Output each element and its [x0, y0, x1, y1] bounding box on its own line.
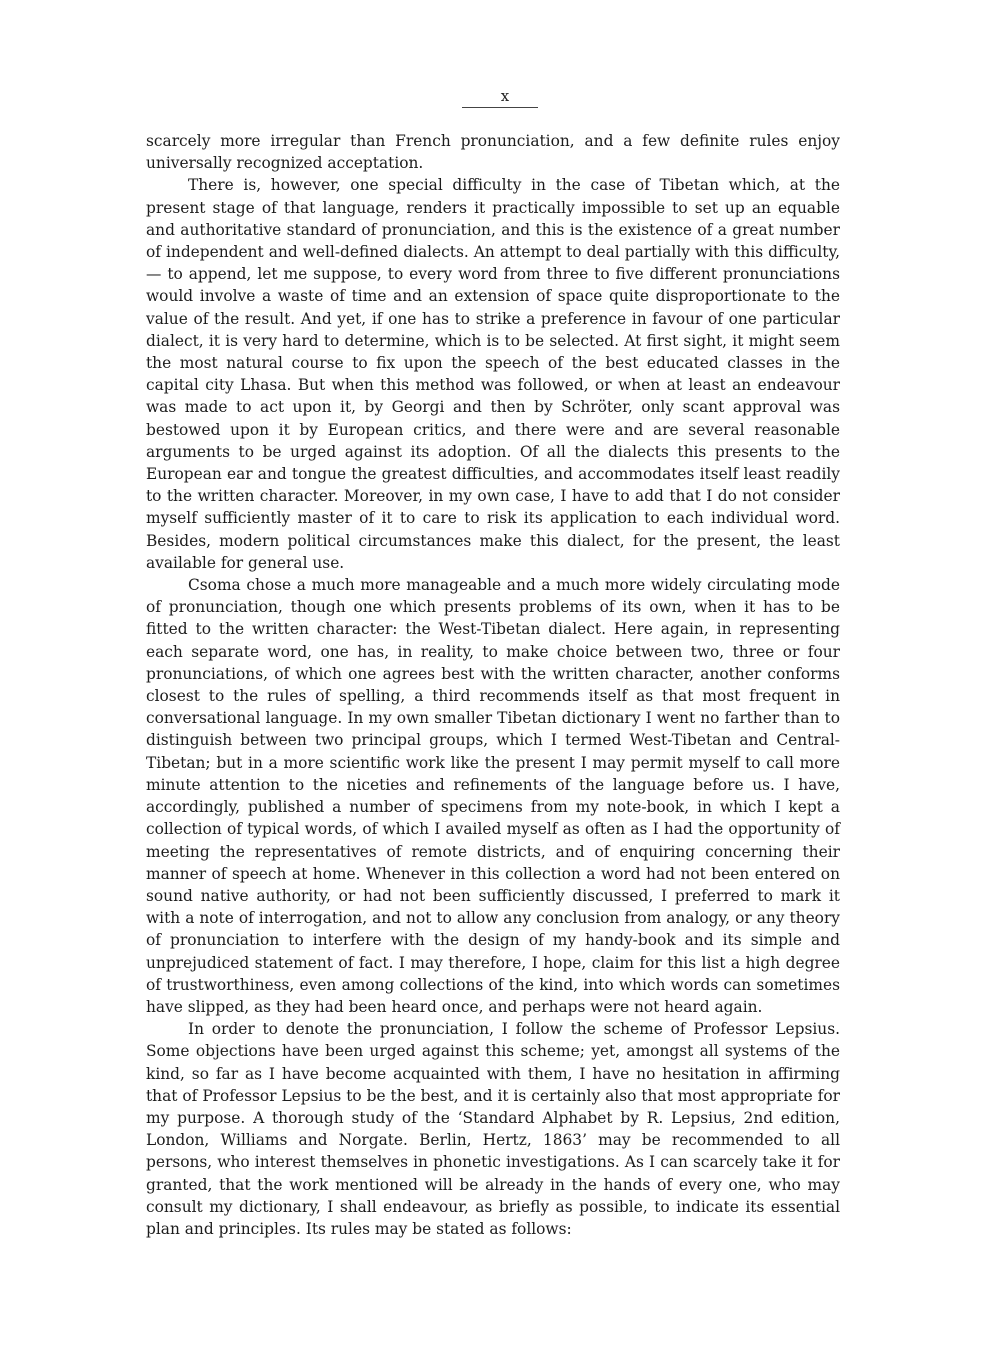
header-rule	[462, 107, 538, 108]
page-number: x	[500, 87, 510, 105]
paragraph: scarcely more irregular than French pronunciation, and a few definite rules enjoy universally recognized acceptation.	[146, 132, 840, 173]
paragraph: Csoma chose a much more manageable and a much more widely circulating mode of pronunciation, though one which presents problems of its own, when it has to be fitted to the written character: the West-Tibetan dialect. Here again, in representing each separate word, one has, in reality, to make choice between two, three or four pronunciations, of which one agrees best with the written character, another conforms closest to the rules of spelling, a third recommends itself as that most frequent in conversational language. In my own smaller Tibetan dictionary I went no farther than to distinguish between two principal groups, which I termed West-Tibetan and Central-Tibetan; but in a more scientific work like the present I may permit myself to call more minute attention to the niceties and refinements of the language before us. I have, accordingly, published a number of specimens from my note-book, in which I kept a collection of typical words, of which I availed myself as often as I had the opportunity of meeting the representatives of remote districts, and of enquiring concerning their manner of speech at home. Whenever in this collection a word had not been entered on sound native authority, or had not been sufficiently discussed, I preferred to mark it with a note of interrogation, and not to allow any conclusion from analogy, or any theory of pronunciation to interfere with the design of my handy-book and its simple and unprejudiced statement of fact. I may therefore, I hope, claim for this list a high degree of trustworthiness, even among collections of the kind, into which words can sometimes have slipped, as they had been heard once, and perhaps were not heard again.	[146, 576, 840, 1016]
paragraph: There is, however, one special difficulty in the case of Tibetan which, at the present stage of that language, renders it practically impossible to set up an equable and authoritative standard of pronunciation, and this is the existence of a great number of independent and well-defined dialects. An attempt to deal partially with this difficulty, — to append, let me suppose, to every word from three to five different pronunciations would involve a waste of time and an extension of space quite disproportionate to the value of the result. And yet, if one has to strike a preference in favour of one particular dialect, it is very hard to determine, which is to be selected. At first sight, it might seem the most natural course to fix upon the speech of the best educated classes in the capital city Lhasa. But when this method was followed, or when at least an endeavour was made to act upon it, by Georgi and then by Schröter, only scant approval was bestowed upon it by European critics, and there were and are several reasonable arguments to be urged against its adoption. Of all the dialects this presents to the European ear and tongue the greatest difficulties, and accommodates itself least readily to the written character. Moreover, in my own case, I have to add that I do not consider myself sufficiently master of it to care to risk its application to each individual word. Besides, modern political circumstances make this dialect, for the present, the least available for general use.	[146, 176, 840, 572]
paragraph: In order to denote the pronunciation, I follow the scheme of Professor Lepsius. Some objections have been urged against this scheme; yet, amongst all systems of the kind, so far as I have become acquainted with them, I have no hesitation in affirming that of Professor Lepsius to be the best, and it is certainly also that most appropriate for my purpose. A thorough study of the ‘Standard Alphabet by R. Lepsius, 2nd edition, London, Williams and Norgate. Berlin, Hertz, 1863’ may be recommended to all persons, who interest themselves in phonetic investigations. As I can scarcely take it for granted, that the work mentioned will be already in the hands of every one, who may consult my dictionary, I shall endeavour, as briefly as possible, to indicate its essential plan and principles. Its rules may be stated as follows:	[146, 1020, 840, 1238]
body-text	[146, 130, 840, 1240]
